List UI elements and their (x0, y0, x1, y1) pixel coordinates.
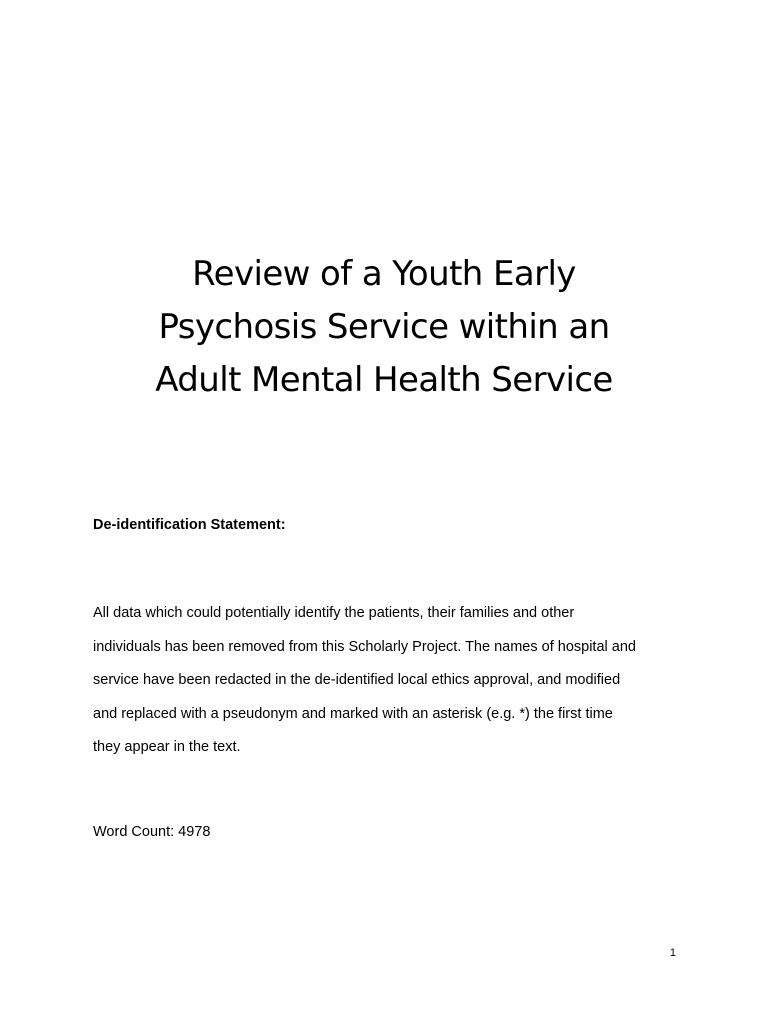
word-count: Word Count: 4978 (93, 824, 211, 840)
statement-line: they appear in the text. (93, 739, 241, 755)
statement-line: individuals has been removed from this Scholarly Project. The names of hospital and (93, 638, 636, 655)
title-line: Review of a Youth Early (192, 254, 576, 294)
title-line: Adult Mental Health Service (155, 360, 613, 400)
document-title (60, 248, 708, 407)
deidentification-statement (93, 602, 693, 770)
statement-line: and replaced with a pseudonym and marked with an asterisk (e.g. *) the first time (93, 705, 613, 722)
statement-line: All data which could potentially identify the patients, their families and other (93, 605, 575, 621)
page-number: 1 (669, 947, 676, 959)
statement-line: service have been redacted in the de-identified local ethics approval, and modified (93, 672, 621, 688)
title-line: Psychosis Service within an (158, 307, 610, 347)
deidentification-heading: De-identification Statement: (93, 517, 286, 533)
